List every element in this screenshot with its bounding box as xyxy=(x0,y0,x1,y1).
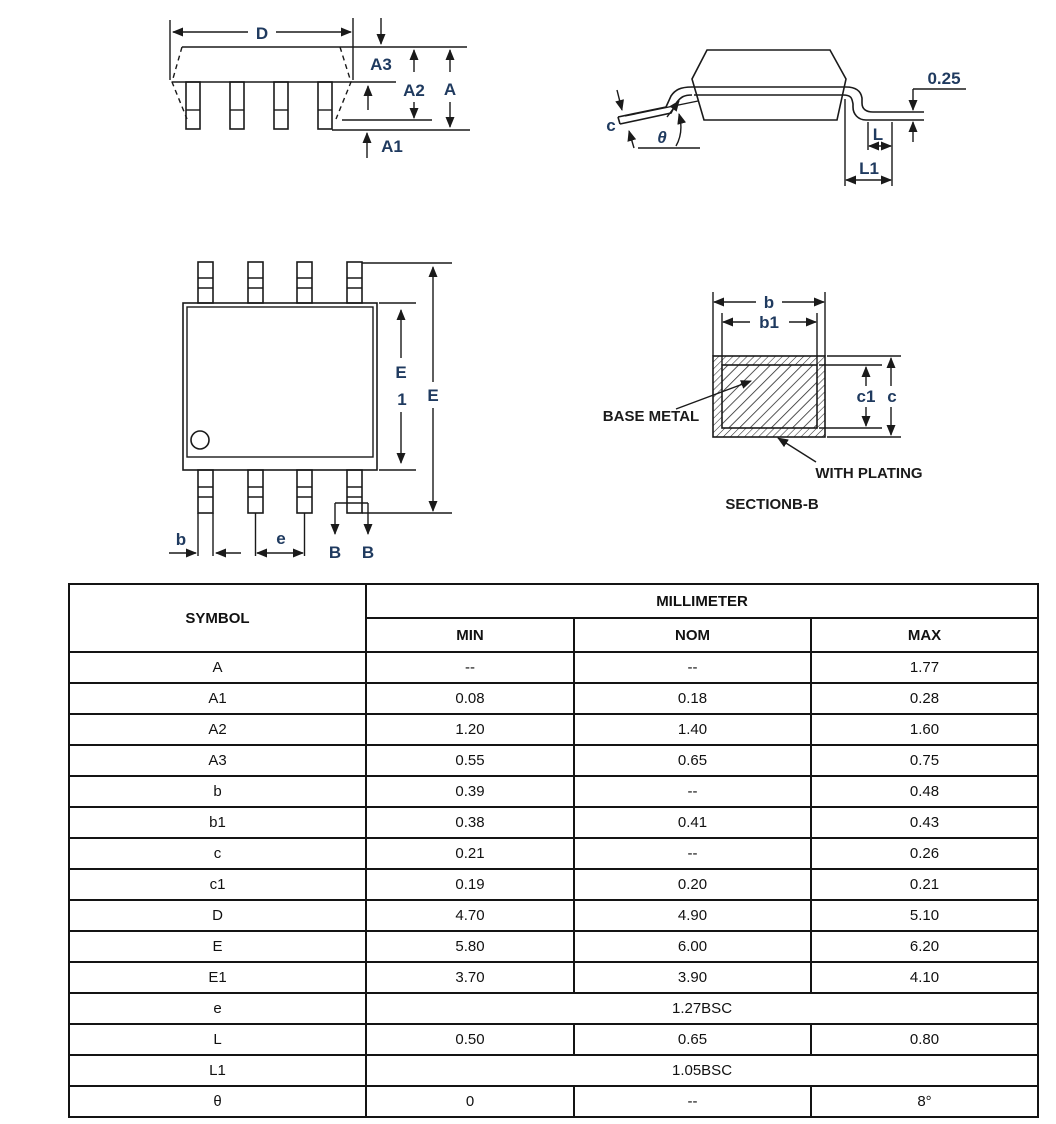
table-row: θ 0 -- 8° xyxy=(69,1086,1038,1117)
dim-label-section-c: c xyxy=(887,387,897,406)
dim-label-e-overall: E xyxy=(427,386,439,405)
dim-label-b: b xyxy=(175,530,187,549)
header-max: MAX xyxy=(811,618,1038,652)
section-label-b-right: B xyxy=(361,543,375,562)
base-metal-core xyxy=(722,365,817,428)
table-row: L1 1.05BSC xyxy=(69,1055,1038,1086)
table-row: E 5.80 6.00 6.20 xyxy=(69,931,1038,962)
with-plating-label: WITH PLATING xyxy=(815,465,923,482)
table-row: b1 0.38 0.41 0.43 xyxy=(69,807,1038,838)
table-header-row xyxy=(69,584,1038,618)
dim-label-theta: θ xyxy=(657,128,667,147)
dim-label-a1: A1 xyxy=(381,137,403,156)
dim-label-l1: L1 xyxy=(859,159,879,178)
dim-label-section-b: b xyxy=(763,293,775,312)
top-view-drawing xyxy=(140,250,490,570)
header-nom: NOM xyxy=(574,618,811,652)
header-symbol: SYMBOL xyxy=(69,584,366,652)
table-row: c 0.21 -- 0.26 xyxy=(69,838,1038,869)
table-row: c1 0.19 0.20 0.21 xyxy=(69,869,1038,900)
table-row: E1 3.70 3.90 4.10 xyxy=(69,962,1038,993)
section-label-b-left: B xyxy=(328,543,342,562)
dim-label-a2: A2 xyxy=(403,81,425,100)
section-caption: SECTIONB-B xyxy=(725,496,819,513)
table-row: L 0.50 0.65 0.80 xyxy=(69,1024,1038,1055)
front-view-drawing xyxy=(150,12,485,164)
dim-label-a3: A3 xyxy=(370,55,392,74)
top-view-pins-bottom xyxy=(198,470,362,513)
dim-label-a: A xyxy=(443,80,457,99)
table-row: D 4.70 4.90 5.10 xyxy=(69,900,1038,931)
pin1-indicator xyxy=(191,431,209,449)
dim-label-d: D xyxy=(255,24,269,43)
table-row: A2 1.20 1.40 1.60 xyxy=(69,714,1038,745)
lead-profile-drawing xyxy=(600,25,1020,195)
top-view-pins-top xyxy=(198,262,362,303)
header-millimeter: MILLIMETER xyxy=(366,584,1038,618)
dim-label-e: e xyxy=(276,529,286,548)
dim-label-c: c xyxy=(606,116,616,135)
dim-label-section-c1: c1 xyxy=(856,387,876,406)
package-dimensions-table xyxy=(68,583,1039,1118)
dim-label-section-b1: b1 xyxy=(759,313,779,332)
table-row: A3 0.55 0.65 0.75 xyxy=(69,745,1038,776)
dim-label-e1-bottom: 1 xyxy=(397,390,407,409)
front-view-pins xyxy=(186,82,332,129)
header-min: MIN xyxy=(366,618,574,652)
table-row: A1 0.08 0.18 0.28 xyxy=(69,683,1038,714)
base-metal-label: BASE METAL xyxy=(602,408,700,425)
table-row: e 1.27BSC xyxy=(69,993,1038,1024)
dim-label-e1-top: E xyxy=(395,363,407,382)
dim-label-l: L xyxy=(872,125,884,144)
table-row: A -- -- 1.77 xyxy=(69,652,1038,683)
dim-label-025: 0.25 xyxy=(927,69,961,88)
lead-section-drawing xyxy=(580,275,990,520)
table-row: b 0.39 -- 0.48 xyxy=(69,776,1038,807)
